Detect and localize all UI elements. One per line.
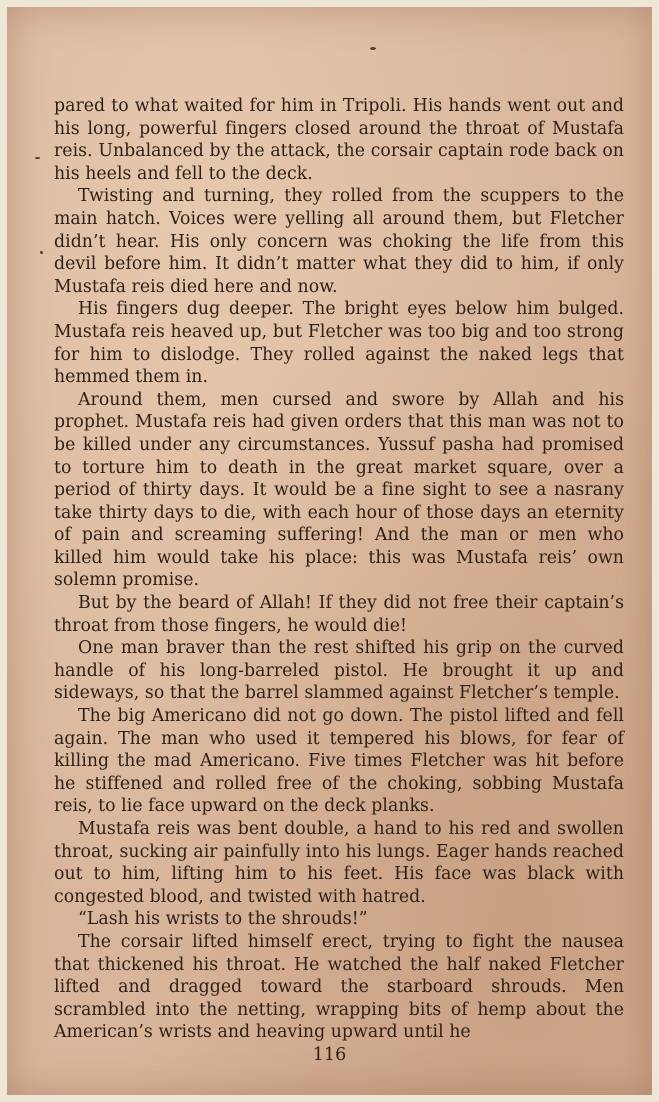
paragraph: The big Americano did not go down. The pistol lifted and fell again. The man who used it tempered his blows, for fear of killing the mad Americano. Five times Fletcher was hit before he stiffened and rolled free of the choking, sobbing Mustafa reis, to lie face upward on the deck planks. [54,706,624,817]
paragraph: The corsair lifted himself erect, trying to fight the nausea that thickened his throat. He watched the half naked Fletcher lifted and dragged toward the starboard shrouds. Men scrambled into the netting, wrapping bits of hemp about the American’s wrists and heaving upward until he [54,931,624,1043]
ink-speck [40,251,43,254]
body-text [54,95,624,1044]
paragraph: Around them, men cursed and swore by Allah and his prophet. Mustafa reis had given orders that this man was not to be killed under any circumstances. Yussuf pasha had promised to torture him to death in the great market square, over a period of thirty days. It would be a fine sight to see a nasrany take thirty days to die, with each hour of those days an eternity of pain and screaming suffering! And the man or men who killed him would take his place: this was Mustafa reis’ own solemn promise. [54,389,624,591]
ink-speck [35,157,40,159]
paragraph: pared to what waited for him in Tripoli. His hands went out and his long, powerful fingers closed around the throat of Mustafa reis. Unbalanced by the attack, the corsair captain rode back on his heels and fell to the deck. [54,96,624,184]
paragraph: “Lash his wrists to the shrouds!” [78,909,368,930]
ink-speck [370,47,376,50]
page-number: 116 [312,1045,347,1065]
paragraph: Twisting and turning, they rolled from the scuppers to the main hatch. Voices were yelling all around them, but Fletcher didn’t hear. His only concern was choking the life from this devil before him. It didn’t matter what they did to him, if only Mustafa reis died here and now. [54,186,624,297]
paragraph: But by the beard of Allah! If they did not free their captain’s throat from those fingers, he would die! [54,593,624,636]
paragraph: His fingers dug deeper. The bright eyes below him bulged. Mustafa reis heaved up, but Fletcher was too big and too strong for him to dislodge. They rolled against the naked legs that hemmed them in. [54,299,624,388]
paragraph: One man braver than the rest shifted his grip on the curved handle of his long-barreled pistol. He brought it up and sideways, so that the barrel slammed against Fletcher’s temple. [54,638,624,704]
paragraph: Mustafa reis was bent double, a hand to his red and swollen throat, sucking air painfully into his lungs. Eager hands reached out to him, lifting him to his feet. His face was black with congested blood, and twisted with hatred. [54,819,624,907]
